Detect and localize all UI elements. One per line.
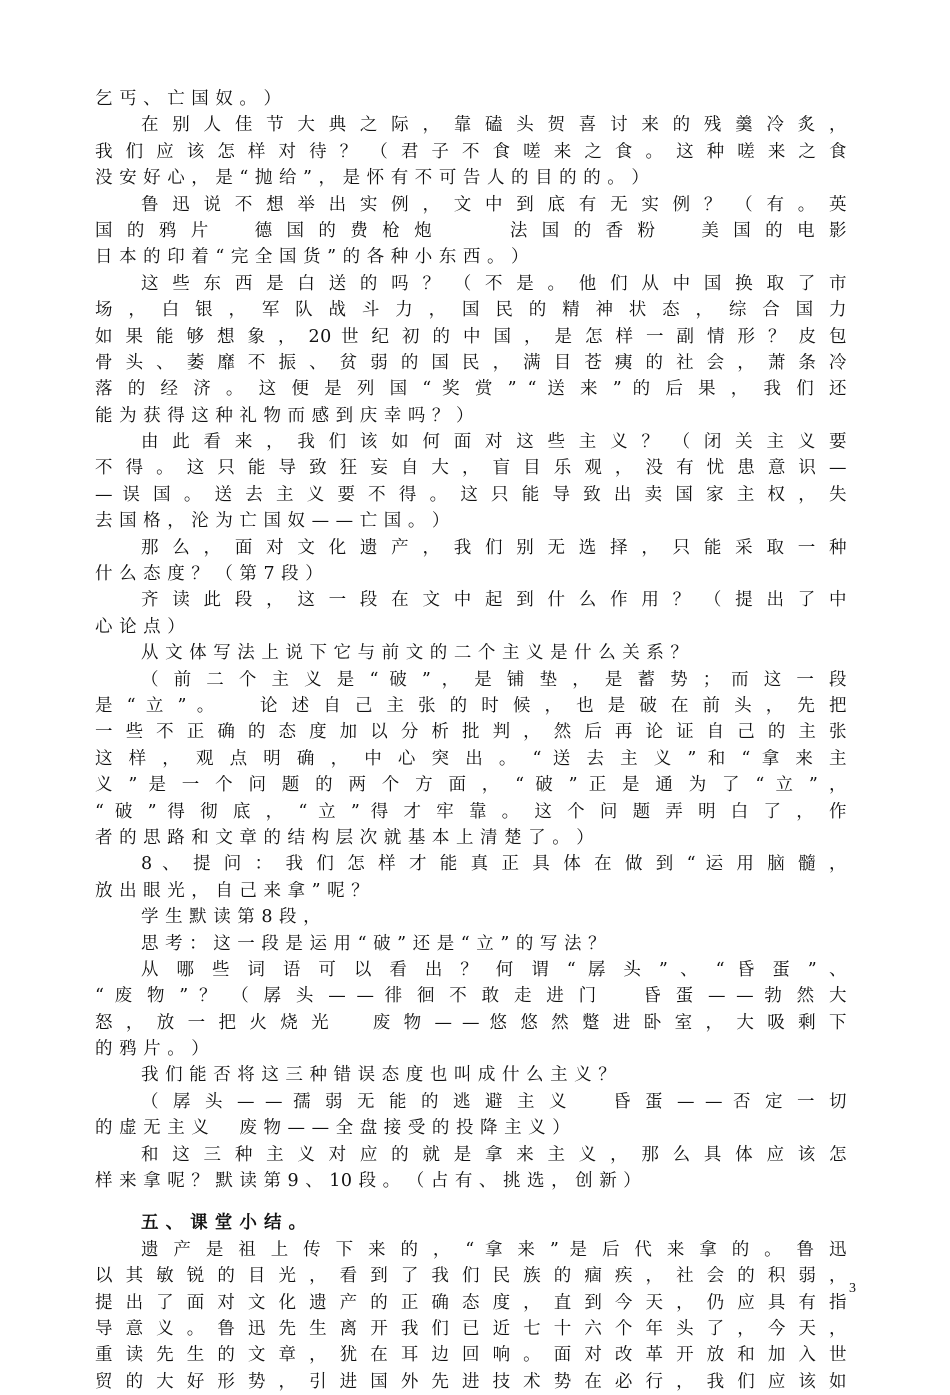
- text-line: 怒 ， 放 一 把 火 烧 光 废 物 — — 悠 悠 然 蹩 进 卧 室 ， 大 吸 剩 下: [95, 1012, 847, 1033]
- text-line: 学 生 默 读 第 8 段 ，: [141, 907, 322, 928]
- text-line: 以 其 敏 锐 的 目 光 ， 看 到 了 我 们 民 族 的 痼 疾 ， 社 会 的 积 弱 ，: [95, 1266, 847, 1287]
- page-number: 3: [849, 1281, 856, 1296]
- text-line: 放 出 眼 光 ， 自 己 来 拿 ” 呢 ？: [95, 880, 370, 901]
- text-line: 那 么 ， 面 对 文 化 遗 产 ， 我 们 别 无 选 择 ， 只 能 采 取 一 种: [141, 537, 847, 558]
- text-line: “ 废 物 ” ？ （ 孱 头 — — 徘 徊 不 敢 走 进 门 昏 蛋 — — 勃 然 大: [95, 986, 847, 1007]
- text-line: 场 ， 白 银 ， 军 队 战 斗 力 ， 国 民 的 精 神 状 态 ， 综 合 国 力: [95, 300, 847, 321]
- text-line: 重 读 先 生 的 文 章 ， 犹 在 耳 边 回 响 。 面 对 改 革 开 放 和 加 入 世: [95, 1345, 847, 1366]
- text-line: 能 为 获 得 这 种 礼 物 而 感 到 庆 幸 吗 ？ ）: [95, 405, 474, 426]
- text-line: 乞 丐 、 亡 国 奴 。 ）: [95, 89, 282, 109]
- text-line: 鲁 迅 说 不 想 举 出 实 例 ， 文 中 到 底 有 无 实 例 ？ （ 有 。 英: [141, 194, 847, 215]
- text-line: （ 前 二 个 主 义 是 “ 破 ” ， 是 铺 垫 ， 是 蓄 势 ； 而 这 一 段: [141, 669, 847, 690]
- text-line: 去 国 格 ， 沦 为 亡 国 奴 — — 亡 国 。 ）: [95, 511, 450, 532]
- text-line: 齐 读 此 段 ， 这 一 段 在 文 中 起 到 什 么 作 用 ？ （ 提 出 了 中: [141, 590, 847, 611]
- text-line: 没 安 好 心 ， 是 “ 抛 给 ” ， 是 怀 有 不 可 告 人 的 目 的 的 。 ）: [95, 168, 650, 189]
- text-line: — 误 国 。 送 去 主 义 要 不 得 。 这 只 能 导 致 出 卖 国 家 主 权 ， 失: [95, 484, 847, 505]
- text-line: （ 孱 头 — — 孺 弱 无 能 的 逃 避 主 义 昏 蛋 — — 否 定 一 切: [141, 1091, 847, 1112]
- text-line: 遗 产 是 祖 上 传 下 来 的 ， “ 拿 来 ” 是 后 代 来 拿 的 。 鲁 迅: [141, 1239, 847, 1260]
- text-line: 样 来 拿 呢 ？ 默 读 第 9 、 10 段 。 （ 占 有 、 挑 选 ， 创 新 ）: [95, 1171, 642, 1192]
- text-line: 义 ” 是 一 个 问 题 的 两 个 方 面 ， “ 破 ” 正 是 通 为 了 “ 立 ” ，: [95, 775, 847, 796]
- text-line: 这 样 ， 观 点 明 确 ， 中 心 突 出 。 “ 送 去 主 义 ” 和 “ 拿 来 主: [95, 748, 847, 769]
- text-line: 由 此 看 来 ， 我 们 该 如 何 面 对 这 些 主 义 ？ （ 闭 关 主 义 要: [141, 432, 847, 453]
- text-line: 不 得 。 这 只 能 导 致 狂 妄 自 大 ， 盲 目 乐 观 ， 没 有 忧 患 意 识 —: [95, 458, 847, 479]
- text-line: 在 别 人 佳 节 大 典 之 际 ， 靠 磕 头 贺 喜 讨 来 的 残 羹 冷 炙 ，: [141, 115, 847, 136]
- text-line: 的 虚 无 主 义 废 物 — — 全 盘 接 受 的 投 降 主 义 ）: [95, 1118, 571, 1139]
- text-line: 国 的 鸦 片 德 国 的 费 枪 炮 法 国 的 香 粉 美 国 的 电 影: [95, 220, 847, 241]
- text-line: 如 果 能 够 想 象 ， 20 世 纪 初 的 中 国 ， 是 怎 样 一 副 情 形 ？ 皮 包: [95, 326, 847, 347]
- text-line: 我 们 应 该 怎 样 对 待 ？ （ 君 子 不 食 嗟 来 之 食 。 这 种 嗟 来 之 食: [95, 141, 847, 162]
- text-line: 什 么 态 度 ？ （ 第 7 段 ）: [95, 564, 324, 585]
- text-line: 心 论 点 ）: [95, 616, 186, 637]
- text-line: 从 哪 些 词 语 可 以 看 出 ？ 何 谓 “ 孱 头 ” 、 “ 昏 蛋 ” 、: [141, 959, 847, 980]
- text-line: 的 鸦 片 。 ）: [95, 1039, 210, 1060]
- text-line: 从 文 体 写 法 上 说 下 它 与 前 文 的 二 个 主 义 是 什 么 关 系 ？: [141, 643, 689, 664]
- document-body: [95, 86, 847, 1395]
- text-line: 者 的 思 路 和 文 章 的 结 构 层 次 就 基 本 上 清 楚 了 。 ）: [95, 827, 595, 848]
- text-line: 是 “ 立 ” 。 论 述 自 己 主 张 的 时 候 ， 也 是 破 在 前 头 ， 先 把: [95, 695, 847, 716]
- text-line: 和 这 三 种 主 义 对 应 的 就 是 拿 来 主 义 ， 那 么 具 体 应 该 怎: [141, 1144, 847, 1165]
- summary-text: [95, 1237, 847, 1395]
- text-line: “ 破 ” 得 彻 底 ， “ 立 ” 得 才 牢 靠 。 这 个 问 题 弄 明 白 了 ， 作: [95, 801, 847, 822]
- section-heading: 五 、 课 堂 小 结 。: [141, 1213, 307, 1234]
- text-line: 8 、 提 问 ： 我 们 怎 样 才 能 真 正 具 体 在 做 到 “ 运 用 脑 髓 ，: [141, 854, 847, 875]
- text-line: 导 意 义 。 鲁 迅 先 生 离 开 我 们 已 近 七 十 六 个 年 头 了 ， 今 天 ，: [95, 1318, 847, 1339]
- text-line: 这 些 东 西 是 白 送 的 吗 ？ （ 不 是 。 他 们 从 中 国 换 取 了 市: [141, 273, 847, 294]
- lesson-text: [95, 86, 847, 1194]
- text-line: 落 的 经 济 。 这 便 是 列 国 “ 奖 赏 ” “ 送 来 ” 的 后 果 ， 我 们 还: [95, 379, 847, 400]
- text-line: 提 出 了 面 对 文 化 遗 产 的 正 确 态 度 ， 直 到 今 天 ， 仍 应 具 有 指: [95, 1292, 847, 1313]
- text-line: 骨 头 、 萎 靡 不 振 、 贫 弱 的 国 民 ， 满 目 苍 痍 的 社 会 ， 萧 条 冷: [95, 352, 847, 373]
- text-line: 贸 的 大 好 形 势 ， 引 进 国 外 先 进 技 术 势 在 必 行 ， 我 们 应 该 如: [95, 1371, 847, 1392]
- text-line: 思 考 ： 这 一 段 是 运 用 “ 破 ” 还 是 “ 立 ” 的 写 法 ？: [141, 933, 607, 954]
- text-line: 一 些 不 正 确 的 态 度 加 以 分 析 批 判 ， 然 后 再 论 证 自 己 的 主 张: [95, 722, 847, 743]
- text-line: 日 本 的 印 着 “ 完 全 国 货 ” 的 各 种 小 东 西 。 ）: [95, 247, 530, 268]
- text-line: 我 们 能 否 将 这 三 种 错 误 态 度 也 叫 成 什 么 主 义 ？: [141, 1065, 617, 1086]
